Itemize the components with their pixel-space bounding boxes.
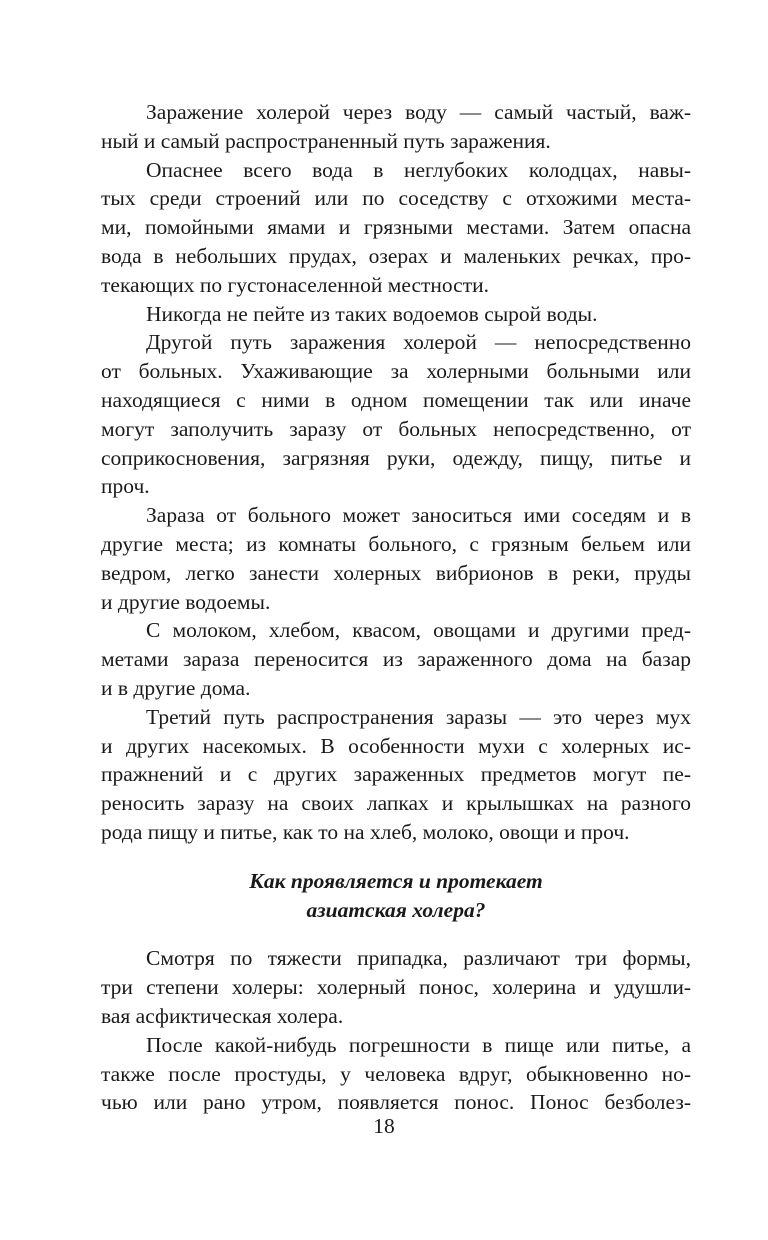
text-line: вода в небольших прудах, озерах и маленьких речках, про- [101,243,691,268]
text-line: и другие водоемы. [101,589,271,614]
section-heading-line-2: азиатская холера? [306,897,486,922]
text-line: метами зараза переносится из зараженного дома на базар [101,647,691,672]
text-line: Опаснее всего вода в неглубоких колодцах, навы- [146,157,691,182]
text-line: находящиеся с ними в одном помещении так или иначе [101,387,691,412]
paragraph [101,1031,691,1117]
paragraph [101,328,691,501]
section-heading-line-1: Как проявляется и протекает [249,868,543,893]
text-line: три степени холеры: холерный понос, холерина и удушли- [101,975,691,1000]
text-line: реносить заразу на своих лапках и крылышках на разного [101,791,691,816]
text-line: Заражение холерой через воду — самый частый, важ- [146,100,691,124]
text-line: После какой-нибудь погрешности в пище или питье, а [146,1032,691,1057]
text-line: также после простуды, у человека вдруг, обыкновенно но- [101,1061,691,1086]
text-line: Другой путь заражения холерой — непосредственно [146,330,691,355]
text-line: рода пищу и питье, как то на хлеб, молоко, овощи и проч. [101,819,630,844]
text-before-heading [101,98,691,847]
text-line: С молоком, хлебом, квасом, овощами и другими пред- [146,618,691,643]
paragraph [101,501,691,616]
text-line: Смотря по тяжести припадка, различают три формы, [146,946,691,971]
section-heading [101,867,691,925]
text-line: тых среди строений или по соседству с отхожими места- [101,186,691,211]
text-line: Никогда не пейте из таких водоемов сырой воды. [146,301,598,326]
text-line: ный и самый распространенный путь заражения. [101,128,551,153]
paragraph [101,944,691,1030]
text-line: соприкосновения, загрязняя руки, одежду, пищу, питье и [101,445,691,470]
text-line: Третий путь распространения заразы — это через мух [146,704,691,729]
paragraph [101,703,691,847]
page-number: 18 [373,1114,395,1138]
text-line: ведром, легко занести холерных вибрионов в реки, пруды [101,560,691,585]
text-line: и в другие дома. [101,675,251,700]
paragraph [101,300,691,329]
text-line: вая асфиктическая холера. [101,1003,344,1028]
text-line: пражнений и с других зараженных предметов могут пе- [101,762,691,787]
text-line: другие места; из комнаты больного, с грязным бельем или [101,531,691,556]
text-line: могут заполучить заразу от больных непосредственно, от [101,416,691,441]
text-after-heading [101,944,691,1117]
text-line: текающих по густонаселенной местности. [101,272,489,297]
paragraph [101,616,691,702]
page-body [101,98,691,1117]
text-line: ми, помойными ямами и грязными местами. Затем опасна [101,215,691,240]
text-line: чью или рано утром, появляется понос. Понос безболез- [101,1090,691,1115]
text-line: Зараза от больного может заноситься ими соседям и в [146,503,691,528]
paragraph [101,98,691,156]
text-line: от больных. Ухаживающие за холерными больными или [101,359,691,384]
paragraph [101,156,691,300]
text-line: и других насекомых. В особенности мухи с холерных ис- [101,733,691,758]
text-line: проч. [101,474,150,499]
